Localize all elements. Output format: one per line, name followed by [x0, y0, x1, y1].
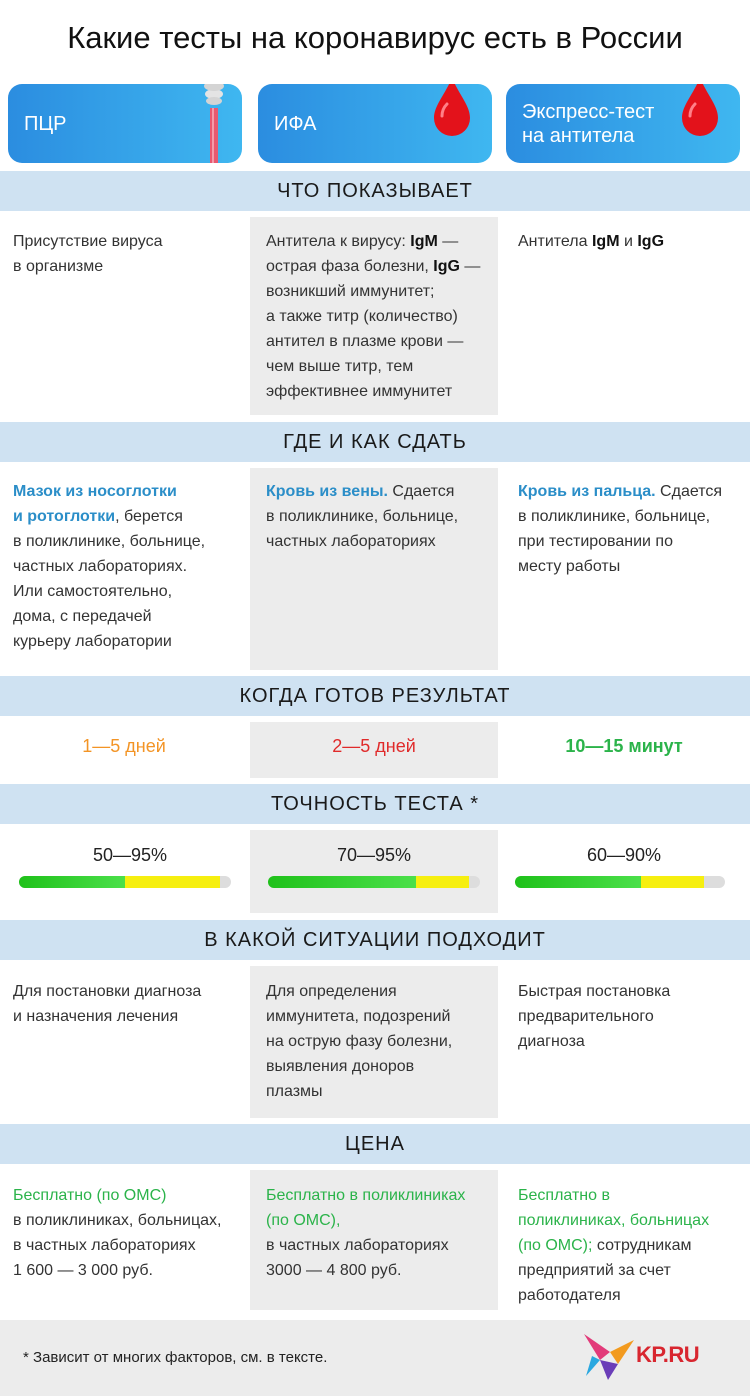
accuracy-bar-green — [515, 876, 641, 888]
price-pcr: Бесплатно (по ОМС) в поликлиниках, больницах, в частных лабораториях 1 600 — 3 000 руб. — [13, 1187, 222, 1279]
footnote: * Зависит от многих факторов, см. в тексте. — [23, 1349, 328, 1366]
blood-drop-icon — [430, 84, 474, 140]
situation-pcr: Для постановки диагноза и назначения лечения — [13, 983, 202, 1025]
accuracy-bar-yellow — [125, 876, 220, 888]
section-header-shows: ЧТО ПОКАЗЫВАЕТ — [0, 171, 750, 211]
accuracy-bar-ifa — [268, 876, 480, 888]
section-header-situation: В КАКОЙ СИТУАЦИИ ПОДХОДИТ — [0, 920, 750, 960]
tab-express-label: Экспресс-тест на антитела — [522, 101, 655, 147]
accuracy-bar-green — [19, 876, 125, 888]
kp-ru-logo-link[interactable]: KP.RU — [636, 1342, 700, 1367]
swab-icon — [192, 84, 236, 163]
accuracy-bar-green — [268, 876, 416, 888]
tab-express[interactable] — [506, 84, 740, 163]
shows-express: Антитела IgM и IgG — [518, 233, 665, 250]
shows-pcr: Присутствие вируса в организме — [13, 233, 163, 275]
result-ifa: 2—5 дней — [332, 736, 416, 756]
accuracy-bar-express — [515, 876, 725, 888]
section-header-accuracy: ТОЧНОСТЬ ТЕСТА * — [0, 784, 750, 824]
result-pcr: 1—5 дней — [82, 736, 166, 756]
accuracy-bar-pcr — [19, 876, 231, 888]
section-header-when: КОГДА ГОТОВ РЕЗУЛЬТАТ — [0, 676, 750, 716]
accuracy-ifa-label: 70—95% — [336, 845, 412, 865]
kp-bird-logo-icon — [580, 1330, 636, 1384]
tab-ifa-label: ИФА — [274, 113, 317, 135]
accuracy-express-label: 60—90% — [586, 845, 662, 865]
accuracy-bar-yellow — [416, 876, 469, 888]
accuracy-pcr-label: 50—95% — [92, 845, 168, 865]
shows-ifa: Антитела к вирусу: IgM — острая фаза болезни, IgG — возникший иммунитет; а также титр (количество) антител в плазме крови — чем выше титр, тем эффективнее иммунитет — [266, 233, 481, 400]
where-ifa: Кровь из вены. Сдается в поликлинике, больнице, частных лабораториях — [266, 483, 459, 550]
where-pcr: Мазок из носоглотки и ротоглотки, берется в поликлинике, больнице, частных лабораториях. Или самостоятельно, дома, с передачей курьеру лаборатории — [13, 483, 206, 650]
section-header-price: ЦЕНА — [0, 1124, 750, 1164]
tab-ifa[interactable] — [258, 84, 492, 163]
tab-pcr[interactable] — [8, 84, 242, 163]
where-express: Кровь из пальца. Сдается в поликлинике, больнице, при тестировании по месту работы — [518, 483, 723, 575]
blood-drop-icon — [678, 84, 722, 140]
tab-pcr-label: ПЦР — [24, 113, 67, 135]
section-header-where: ГДЕ И КАК СДАТЬ — [0, 422, 750, 462]
page-title: Какие тесты на коронавирус есть в России — [67, 20, 683, 55]
situation-express: Быстрая постановка предварительного диагноза — [518, 983, 671, 1050]
column-bg — [250, 830, 498, 913]
result-express: 10—15 минут — [565, 736, 683, 756]
price-ifa: Бесплатно в поликлиниках (по ОМС), в частных лабораториях 3000 — 4 800 руб. — [266, 1187, 466, 1279]
accuracy-bar-yellow — [641, 876, 704, 888]
situation-ifa: Для определения иммунитета, подозрений на острую фазу болезни, выявления доноров плазмы — [266, 983, 453, 1100]
price-express: Бесплатно в поликлиниках, больницах (по ОМС); сотрудникам предприятий за счет работодателя — [518, 1187, 710, 1304]
